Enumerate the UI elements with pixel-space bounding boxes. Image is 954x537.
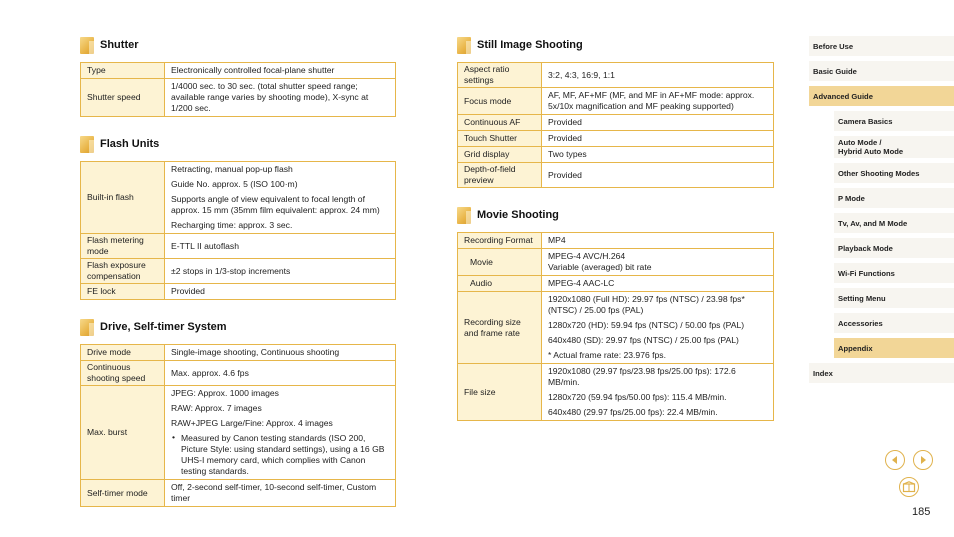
spec-value-line: RAW+JPEG Large/Fine: Approx. 4 images: [171, 418, 333, 428]
sidebar-item-label: Setting Menu: [838, 293, 886, 303]
sidebar-item-label: Basic Guide: [813, 66, 857, 76]
spec-value-line: Provided: [548, 169, 582, 180]
spec-value-line: Max. approx. 4.6 fps: [171, 367, 249, 378]
section-marker-icon: [80, 37, 94, 54]
spec-value: [165, 259, 396, 284]
section-title: Shutter: [100, 39, 139, 51]
section-header: [457, 206, 774, 224]
spec-label: Focus mode: [458, 88, 542, 115]
spec-label: FE lock: [81, 284, 165, 300]
spec-value: [165, 361, 396, 386]
spec-row: [458, 88, 774, 115]
sidebar-item-before-use[interactable]: [809, 36, 954, 56]
section-title: Still Image Shooting: [477, 39, 583, 51]
section-title: Flash Units: [100, 138, 160, 150]
sidebar-item-p-mode[interactable]: [834, 188, 954, 208]
spec-label: Flash exposure compensation: [81, 259, 165, 284]
sidebar-item-tv-av-and-m-mode[interactable]: [834, 213, 954, 233]
sidebar-item-label: Wi-Fi Functions: [838, 268, 895, 278]
spec-label: Movie: [458, 249, 542, 276]
middle-column: [457, 36, 774, 421]
spec-value-line: MPEG-4 AVC/H.264 Variable (averaged) bit rate: [548, 251, 652, 272]
section-title: Movie Shooting: [477, 209, 559, 221]
spec-label: Shutter speed: [81, 79, 165, 117]
sidebar-item-label: Index: [813, 368, 833, 378]
spec-value-line: AF, MF, AF+MF (MF, and MF in AF+MF mode: approx. 5x/10x magnification and MF peaking supported): [548, 90, 755, 111]
spec-footnote: • Measured by Canon testing standards (ISO 200, Picture Style: using standard settings), using a 16 GB UHS-I memory card, which complies with Canon testing standards.: [171, 432, 389, 478]
spec-label: Audio: [458, 276, 542, 292]
spec-value-line: Provided: [548, 117, 582, 127]
spec-value-line: JPEG: Approx. 1000 images: [171, 388, 279, 398]
sidebar-item-appendix[interactable]: [834, 338, 954, 358]
spec-label: Depth-of-field preview: [458, 163, 542, 188]
next-page-button[interactable]: [913, 450, 933, 470]
spec-row: [458, 233, 774, 249]
spec-row: [81, 386, 396, 480]
spec-row: [458, 115, 774, 131]
spec-row: [81, 259, 396, 284]
section-marker-icon: [457, 207, 471, 224]
shutter-section: [80, 36, 396, 117]
spec-table: [457, 62, 774, 188]
spec-label: Continuous shooting speed: [81, 361, 165, 386]
spec-row: [458, 163, 774, 188]
spec-row: [81, 234, 396, 259]
spec-value-line: Guide No. approx. 5 (ISO 100·m): [171, 179, 298, 189]
spec-row: [458, 147, 774, 163]
previous-page-button[interactable]: [885, 450, 905, 470]
sidebar-item-setting-menu[interactable]: [834, 288, 954, 308]
spec-value-line: Single-image shooting, Continuous shooting: [171, 347, 340, 357]
spec-row: [81, 480, 396, 507]
left-column: [80, 36, 396, 507]
arrow-left-icon: [890, 455, 900, 465]
spec-value-line: MPEG-4 AAC-LC: [548, 278, 615, 288]
spec-value: [165, 480, 396, 507]
sidebar-item-label: Camera Basics: [838, 116, 893, 126]
spec-value-line: RAW: Approx. 7 images: [171, 403, 262, 413]
spec-value-line: 1280x720 (HD): 59.94 fps (NTSC) / 50.00 fps (PAL): [548, 320, 745, 330]
section-marker-icon: [457, 37, 471, 54]
spec-value: [165, 386, 396, 480]
spec-label: Continuous AF: [458, 115, 542, 131]
spec-label: Drive mode: [81, 345, 165, 361]
spec-label: Flash metering mode: [81, 234, 165, 259]
spec-value-line: 1920x1080 (Full HD): 29.97 fps (NTSC) / 23.98 fps* (NTSC) / 25.00 fps (PAL): [548, 294, 745, 315]
drive-self-timer-section: [80, 318, 396, 507]
sidebar-item-label: Tv, Av, and M Mode: [838, 218, 908, 228]
spec-row: [81, 162, 396, 234]
spec-value: [165, 284, 396, 300]
spec-value-line: Supports angle of view equivalent to focal length of approx. 15 mm (35mm film equivalent: approx. 24 mm): [171, 194, 380, 215]
spec-value-line: Two types: [548, 149, 587, 159]
spec-value: [542, 276, 774, 292]
spec-label: Max. burst: [81, 386, 165, 480]
flash-units-section: [80, 135, 396, 300]
sidebar-item-label: Other Shooting Modes: [838, 168, 920, 178]
spec-row: [458, 131, 774, 147]
spec-value: [542, 163, 774, 188]
spec-value-line: Retracting, manual pop-up flash: [171, 164, 293, 174]
spec-row: [458, 364, 774, 421]
spec-row: [458, 63, 774, 88]
sidebar-item-accessories[interactable]: [834, 313, 954, 333]
spec-value-line: E-TTL II autoflash: [171, 240, 239, 251]
spec-value-line: 1920x1080 (29.97 fps/23.98 fps/25.00 fps): 172.6 MB/min.: [548, 366, 736, 387]
still-image-shooting-section: [457, 36, 774, 188]
section-marker-icon: [80, 136, 94, 153]
spec-row: [81, 361, 396, 386]
spec-value: [165, 234, 396, 259]
sidebar-item-label: Advanced Guide: [813, 91, 873, 101]
section-title: Drive, Self-timer System: [100, 321, 227, 333]
spec-value: [165, 162, 396, 234]
sidebar-item-label: P Mode: [838, 193, 865, 203]
spec-label: Built-in flash: [81, 162, 165, 234]
spec-value: [542, 364, 774, 421]
sidebar-item-camera-basics[interactable]: [834, 111, 954, 131]
spec-value: [542, 292, 774, 364]
spec-row: [81, 345, 396, 361]
spec-row: [81, 284, 396, 300]
spec-table: [80, 62, 396, 117]
spec-value: [165, 345, 396, 361]
spec-label: Recording size and frame rate: [458, 292, 542, 364]
section-header: [80, 36, 396, 54]
spec-value-line: 1280x720 (59.94 fps/50.00 fps): 115.4 MB/min.: [548, 392, 727, 402]
spec-label: Grid display: [458, 147, 542, 163]
sidebar-item-label: Before Use: [813, 41, 854, 51]
spec-value: [542, 88, 774, 115]
spec-table: [80, 344, 396, 507]
sidebar-item-index[interactable]: [809, 363, 954, 383]
section-header: [457, 36, 774, 54]
sidebar-item-advanced-guide[interactable]: [809, 86, 954, 106]
spec-value-line: 640x480 (SD): 29.97 fps (NTSC) / 25.00 fps (PAL): [548, 335, 739, 345]
movie-shooting-section: [457, 206, 774, 421]
sidebar-item-playback-mode[interactable]: [834, 238, 954, 258]
spec-value-line: 640x480 (29.97 fps/25.00 fps): 22.4 MB/min.: [548, 407, 718, 417]
spec-value-line: Electronically controlled focal-plane shutter: [171, 65, 335, 75]
spec-table: [80, 161, 396, 300]
spec-label: File size: [458, 364, 542, 421]
spec-value-line: 3:2, 4:3, 16:9, 1:1: [548, 69, 615, 80]
section-header: [80, 135, 396, 153]
spec-value-line: 1/4000 sec. to 30 sec. (total shutter speed range; available range varies by shooting mode), X-sync at 1/200 sec.: [171, 81, 369, 113]
spec-value-line: MP4: [548, 235, 566, 245]
section-header: [80, 318, 396, 336]
spec-row: [81, 63, 396, 79]
spec-value: [542, 131, 774, 147]
spec-value-line: ±2 stops in 1/3-stop increments: [171, 265, 291, 276]
page-number: 185: [912, 506, 931, 518]
spec-value: [542, 147, 774, 163]
sidebar-item-label: Appendix: [838, 343, 873, 353]
sidebar-item-wi-fi-functions[interactable]: [834, 263, 954, 283]
spec-table: [457, 232, 774, 421]
spec-row: [81, 79, 396, 117]
spec-label: Recording Format: [458, 233, 542, 249]
home-button[interactable]: [899, 477, 919, 497]
sidebar-item-label: Accessories: [838, 318, 883, 328]
spec-row: [458, 276, 774, 292]
sidebar-item-basic-guide[interactable]: [809, 61, 954, 81]
sidebar-item-other-shooting-modes[interactable]: [834, 163, 954, 183]
arrow-right-icon: [918, 455, 928, 465]
spec-value: [542, 233, 774, 249]
spec-value: [542, 115, 774, 131]
spec-value-line: * Actual frame rate: 23.976 fps.: [548, 350, 666, 360]
spec-value-line: Recharging time: approx. 3 sec.: [171, 220, 293, 230]
spec-label: Touch Shutter: [458, 131, 542, 147]
spec-row: [458, 292, 774, 364]
sidebar-item-label: Auto Mode / Hybrid Auto Mode: [838, 138, 904, 156]
section-marker-icon: [80, 319, 94, 336]
spec-label: Self-timer mode: [81, 480, 165, 507]
spec-row: [458, 249, 774, 276]
sidebar-nav: [809, 36, 954, 388]
spec-value: [165, 79, 396, 117]
spec-value-line: Off, 2-second self-timer, 10-second self-timer, Custom timer: [171, 482, 377, 503]
spec-value: [542, 63, 774, 88]
spec-label: Type: [81, 63, 165, 79]
spec-label: Aspect ratio settings: [458, 63, 542, 88]
sidebar-item-auto-mode-hybrid-auto-mode[interactable]: [834, 136, 954, 158]
home-book-icon: [902, 481, 916, 493]
spec-value: [542, 249, 774, 276]
spec-value-line: Provided: [548, 133, 582, 143]
sidebar-item-label: Playback Mode: [838, 243, 893, 253]
spec-value-line: Provided: [171, 286, 205, 296]
spec-value: [165, 63, 396, 79]
